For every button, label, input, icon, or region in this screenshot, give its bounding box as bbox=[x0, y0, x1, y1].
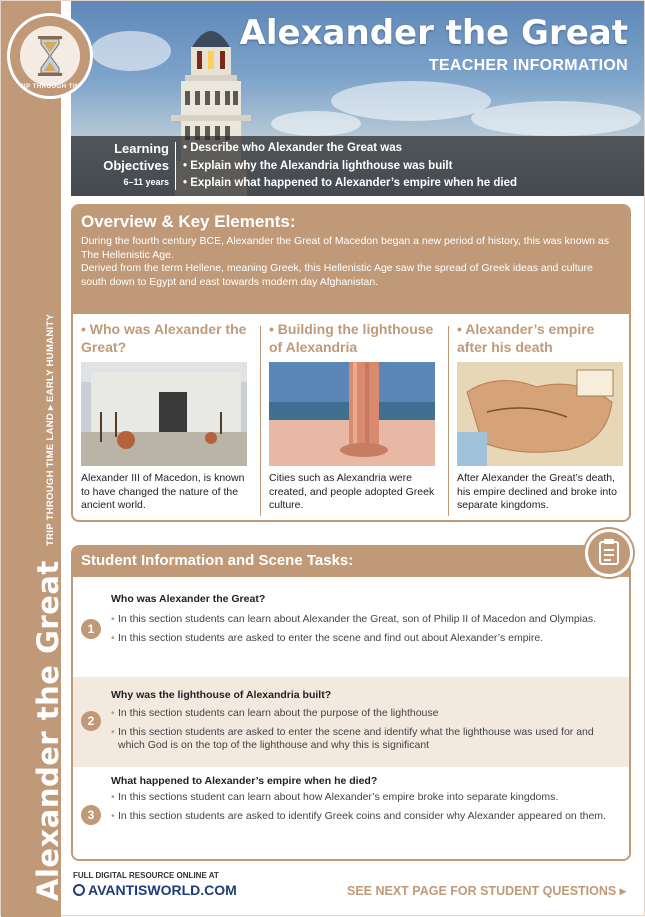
column-text: Cities such as Alexandria were created, and people adopted Greek culture. bbox=[269, 472, 435, 511]
task-3 bbox=[73, 767, 629, 859]
learning-objectives-label: Learning Objectives 6–11 years bbox=[79, 140, 169, 191]
overview-columns bbox=[73, 314, 629, 520]
age-range: 6–11 years bbox=[123, 177, 169, 187]
task-bullet: • In this section students are asked to identify Greek coins and consider why Alexander appeared on them. bbox=[111, 810, 621, 824]
overview-column-1 bbox=[73, 314, 259, 520]
overview-column-2 bbox=[261, 314, 447, 520]
globe-icon bbox=[73, 884, 85, 896]
task-bullet: • In this section students can learn about Alexander the Great, son of Philip II of Macedon and Olympias. bbox=[111, 613, 621, 627]
page-title: Alexander the Great bbox=[239, 13, 628, 53]
lighthouse-column-image bbox=[269, 362, 435, 466]
task-2 bbox=[73, 677, 629, 767]
learning-objectives-bar bbox=[71, 136, 644, 196]
website-text: AVANTISWORLD.COM bbox=[88, 882, 237, 898]
column-heading: • Alexander’s empire after his death bbox=[457, 321, 595, 355]
task-number-badge: 3 bbox=[81, 805, 101, 825]
hero-banner bbox=[71, 1, 644, 196]
column-heading: • Building the lighthouse of Alexandria bbox=[269, 321, 434, 355]
trip-through-time-logo bbox=[7, 13, 93, 99]
resource-label: FULL DIGITAL RESOURCE ONLINE AT bbox=[73, 871, 219, 880]
task-number-badge: 2 bbox=[81, 711, 101, 731]
column-text: Alexander III of Macedon, is known to have changed the nature of the ancient world. bbox=[81, 472, 245, 511]
logo-text: TRIP THROUGH TIME bbox=[14, 84, 86, 90]
cloud-shape bbox=[271, 111, 361, 136]
overview-panel bbox=[71, 204, 631, 522]
column-heading: • Who was Alexander the Great? bbox=[81, 321, 247, 355]
student-section-title: Student Information and Scene Tasks: bbox=[73, 547, 629, 577]
next-page-link[interactable]: SEE NEXT PAGE FOR STUDENT QUESTIONS ▸ bbox=[347, 884, 626, 898]
page-subtitle: TEACHER INFORMATION bbox=[428, 57, 628, 74]
objective-item: • Explain why the Alexandria lighthouse was built bbox=[183, 158, 517, 176]
task-bullet: • In this sections student can learn about how Alexander’s empire broke into separate kingdoms. bbox=[111, 791, 621, 805]
task-bullet: • In this section students can learn about the purpose of the lighthouse bbox=[111, 707, 621, 721]
task-number-badge: 1 bbox=[81, 619, 101, 639]
empire-map-image bbox=[457, 362, 623, 466]
cloud-shape bbox=[331, 81, 491, 121]
overview-header bbox=[73, 206, 629, 314]
task-question: Why was the lighthouse of Alexandria built? bbox=[111, 689, 332, 701]
cloud-shape bbox=[91, 31, 171, 71]
task-1 bbox=[73, 577, 629, 677]
student-tasks-panel bbox=[71, 545, 631, 861]
sidebar bbox=[1, 1, 65, 917]
objective-item: • Describe who Alexander the Great was bbox=[183, 140, 517, 158]
palace-scene-image bbox=[81, 362, 247, 466]
task-bullet: • In this section students are asked to enter the scene and identify what the lighthouse was used for and which God is on the top of the lighthouse and why this is significant bbox=[111, 726, 621, 753]
website-link[interactable] bbox=[73, 882, 237, 898]
sidebar-breadcrumb: TRIP THROUGH TIME LAND ▸ EARLY HUMANITY bbox=[45, 313, 56, 546]
task-bullets bbox=[111, 707, 621, 758]
objective-item: • Explain what happened to Alexander’s empire when he died bbox=[183, 175, 517, 193]
task-question: What happened to Alexander’s empire when he died? bbox=[111, 775, 378, 787]
cloud-shape bbox=[471, 101, 641, 136]
learning-objectives-list bbox=[183, 140, 517, 193]
clipboard-icon bbox=[585, 529, 633, 577]
overview-paragraph: Derived from the term Hellene, meaning Greek, this Hellenistic Age saw the spread of Greek ideas and culture south down to Egypt and east towards modern day Afghanistan. bbox=[81, 262, 593, 288]
overview-title: Overview & Key Elements: bbox=[81, 212, 296, 231]
overview-paragraph: During the fourth century BCE, Alexander the Great of Macedon began a new period of history, this was known as The Hellenistic Age. bbox=[81, 235, 610, 261]
divider bbox=[175, 142, 176, 190]
column-text: After Alexander the Great’s death, his empire declined and broke into separate kingdoms. bbox=[457, 472, 617, 511]
task-question: Who was Alexander the Great? bbox=[111, 593, 266, 605]
hourglass-icon bbox=[20, 26, 80, 86]
overview-column-3 bbox=[449, 314, 631, 520]
task-bullets bbox=[111, 613, 621, 650]
sidebar-title: Alexander the Great bbox=[31, 560, 65, 901]
task-bullet: • In this section students are asked to enter the scene and find out about Alexander’s empire. bbox=[111, 632, 621, 646]
task-bullets bbox=[111, 791, 621, 828]
